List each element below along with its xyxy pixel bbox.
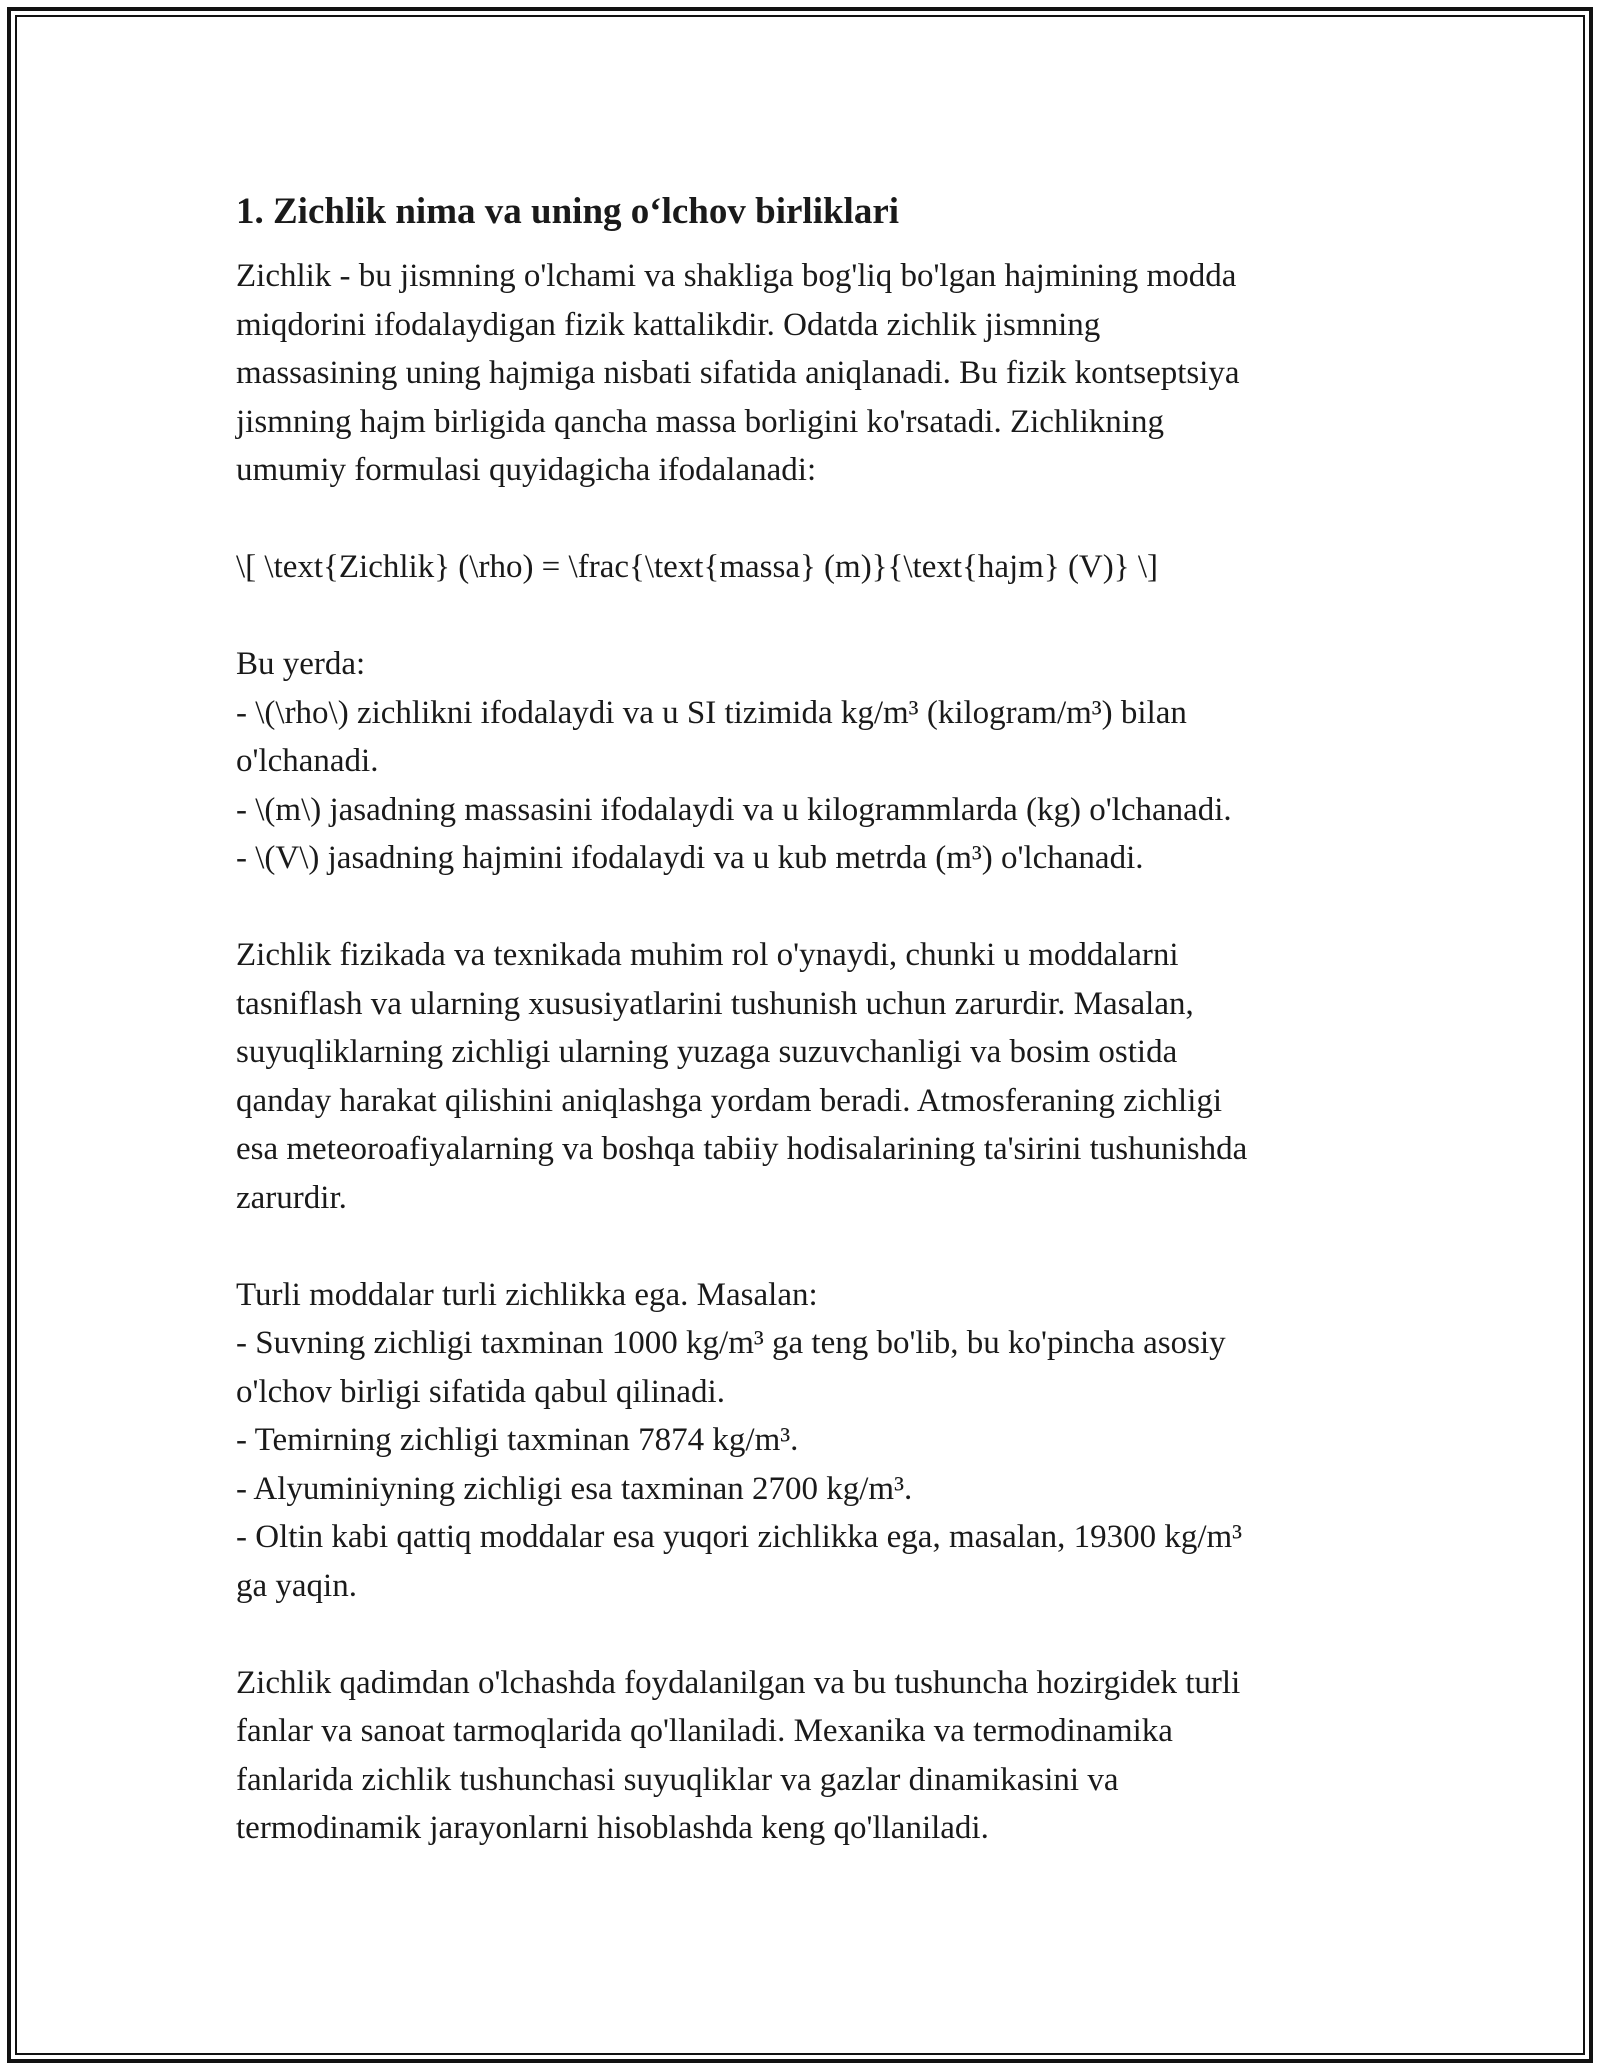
text-line: o'lchov birligi sifatida qabul qilinadi. <box>236 1373 725 1410</box>
text-line: \[ \text{Zichlik} (\rho) = \frac{\text{massa} (m)}{\text{hajm} (V)} \] <box>236 549 1159 585</box>
text-line: Bu yerda: <box>236 646 366 682</box>
text-line: Zichlik - bu jismning o'lchami va shakliga bog'liq bo'lgan hajmining modda <box>236 258 1237 294</box>
text-line: - \(m\) jasadning massasini ifodalaydi va u kilogrammlarda (kg) o'lchanadi. <box>236 791 1232 828</box>
text-line: jismning hajm birligida qancha massa borligini ko'rsatadi. Zichlikning <box>236 403 1164 440</box>
body-text <box>236 252 1366 1853</box>
text-line: - Alyuminiyning zichligi esa taxminan 2700 kg/m³. <box>236 1470 913 1507</box>
text-line: massasining uning hajmiga nisbati sifatida aniqlanadi. Bu fizik kontseptsiya <box>236 355 1240 391</box>
text-line: - Temirning zichligi taxminan 7874 kg/m³. <box>236 1422 799 1458</box>
text-line: - \(V\) jasadning hajmini ifodalaydi va u kub metrda (m³) o'lchanadi. <box>236 840 1144 876</box>
text-line: zarurdir. <box>236 1179 347 1216</box>
text-line: fanlarida zichlik tushunchasi suyuqliklar va gazlar dinamikasini va <box>236 1761 1119 1798</box>
text-line: esa meteoroafiyalarning va boshqa tabiiy hodisalarining ta'sirini tushunishda <box>236 1131 1248 1167</box>
text-line: Zichlik fizikada va texnikada muhim rol o'ynaydi, chunki u moddalarni <box>236 937 1179 973</box>
text-line: umumiy formulasi quyidagicha ifodalanadi: <box>236 452 817 488</box>
text-line: fanlar va sanoat tarmoqlarida qo'llaniladi. Mexanika va termodinamika <box>236 1713 1173 1749</box>
text-line: Zichlik qadimdan o'lchashda foydalanilgan va bu tushuncha hozirgidek turli <box>236 1664 1241 1701</box>
text-line: suyuqliklarning zichligi ularning yuzaga suzuvchanligi va bosim ostida <box>236 1034 1178 1070</box>
text-line: - Oltin kabi qattiq moddalar esa yuqori zichlikka ega, masalan, 19300 kg/m³ <box>236 1519 1243 1555</box>
text-line: - Suvning zichligi taxminan 1000 kg/m³ ga teng bo'lib, bu ko'pincha asosiy <box>236 1325 1226 1361</box>
text-line: Turli moddalar turli zichlikka ega. Masalan: <box>236 1276 818 1313</box>
text-line: termodinamik jarayonlarni hisoblashda keng qo'llaniladi. <box>236 1810 989 1846</box>
document-body <box>236 186 1366 1853</box>
paragraph-gap <box>236 1610 1366 1659</box>
paragraph-gap <box>236 592 1366 641</box>
paragraph-gap <box>236 883 1366 932</box>
text-line: qanday harakat qilishini aniqlashga yordam beradi. Atmosferaning zichligi <box>236 1082 1223 1119</box>
paragraph-gap <box>236 495 1366 544</box>
text-line: tasniflash va ularning xususiyatlarini tushunish uchun zarurdir. Masalan, <box>236 985 1194 1022</box>
paragraph-gap <box>236 1222 1366 1271</box>
text-line: - \(\rho\) zichlikni ifodalaydi va u SI tizimida kg/m³ (kilogram/m³) bilan <box>236 694 1187 731</box>
text-line: o'lchanadi. <box>236 743 379 779</box>
heading-spacer <box>236 238 1366 252</box>
section-heading: 1. Zichlik nima va uning o‘lchov birliklari <box>236 191 900 232</box>
text-line: miqdorini ifodalaydigan fizik kattalikdir. Odatda zichlik jismning <box>236 306 1101 343</box>
text-line: ga yaqin. <box>236 1567 357 1604</box>
